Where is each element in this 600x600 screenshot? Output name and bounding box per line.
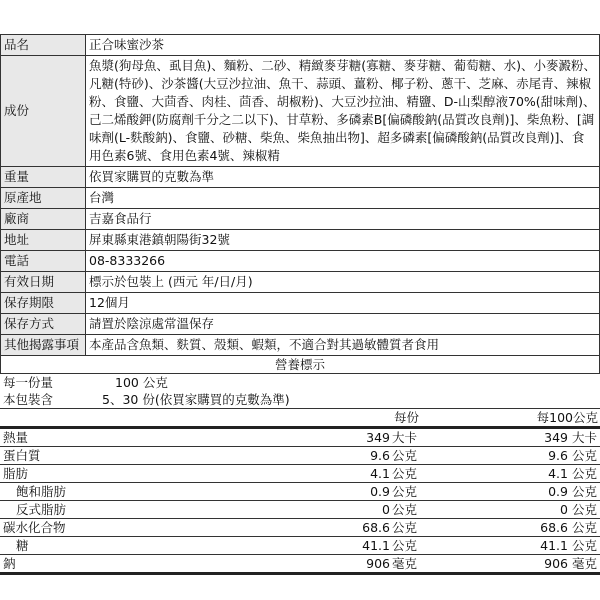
nutrient-name: 糖 [16,538,29,553]
nutrient-row [0,447,600,465]
nutrient-row [0,519,600,537]
info-row [1,209,600,230]
nutrient-name: 反式脂肪 [16,502,67,517]
info-label: 其他揭露事項 [1,335,86,356]
pack-value: 5、30 份(依買家購買的克數為準) [102,392,290,407]
nutrient-name: 飽和脂肪 [16,484,67,499]
info-value: 正合味蜜沙茶 [86,35,600,56]
info-value: 台灣 [86,188,600,209]
nutrient-unit-serving: 公克 [392,538,418,553]
info-label: 地址 [1,230,86,251]
info-label: 重量 [1,167,86,188]
nutrient-row [0,429,600,447]
info-value: 08-8333266 [86,251,600,272]
nutrient-unit-100g: 公克 [572,538,598,553]
nutrient-unit-serving: 毫克 [392,556,418,571]
info-row [1,314,600,335]
nutrient-value-100g: 68.6 [540,520,568,535]
info-value: 標示於包裝上 (西元 年/日/月) [86,272,600,293]
nutrient-row [0,501,600,519]
nutrient-unit-serving: 公克 [392,502,418,517]
nutrient-value-serving: 4.1 [370,466,390,481]
nutrient-name: 蛋白質 [3,448,41,463]
product-label [0,34,600,575]
nutrient-row [0,555,600,575]
nutrient-value-100g: 349 [544,430,568,445]
serving-row [0,374,600,391]
info-value: 屏東縣東港鎮朝陽街32號 [86,230,600,251]
nutrient-unit-100g: 公克 [572,466,598,481]
nutrient-value-100g: 0 [560,502,568,517]
info-row [1,56,600,167]
info-label: 保存方式 [1,314,86,335]
nutrient-name: 鈉 [3,556,16,571]
serving-value: 100 公克 [115,375,168,390]
info-label: 有效日期 [1,272,86,293]
info-value: 魚漿(狗母魚、虱目魚)、麵粉、二砂、精緻麥芽糖(寡糖、麥芽糖、葡萄糖、水)、小麥澱粉、凡糖(特砂)、沙茶醬(大豆沙拉油、魚干、蒜頭、薑粉、椰子粉、蔥干、芝麻、赤尾青、辣椒粉、食鹽、大茴香、肉桂、茴香、胡椒粉)、大豆沙拉油、精鹽、D-山梨醇液70%(甜味劑)、己二烯酸鉀(防腐劑千分之二以下)、甘草粉、多磷素B[偏磷酸鈉(品質改良劑)]、柴魚粉、[調味劑(L-麩酸鈉)、食鹽、砂糖、柴魚、柴魚抽出物]、超多磷素[偏磷酸鈉(品質改良劑)]、食用色素6號、食用色素4號、辣椒精 [86,56,600,167]
info-row [1,293,600,314]
info-label: 原產地 [1,188,86,209]
nutrient-name: 脂肪 [3,466,29,481]
info-label: 廠商 [1,209,86,230]
info-row [1,35,600,56]
nutrient-unit-serving: 公克 [392,484,418,499]
info-value: 依買家購買的克數為準 [86,167,600,188]
serving-label: 每一份量 [3,375,54,390]
info-value: 吉嘉食品行 [86,209,600,230]
info-label: 成份 [1,56,86,167]
nutrient-row [0,465,600,483]
info-row [1,230,600,251]
pack-row [0,391,600,409]
nutrient-unit-serving: 公克 [392,448,418,463]
nutrition-header-row [0,409,600,429]
product-info-table [0,34,600,356]
nutrient-unit-100g: 公克 [572,502,598,517]
nutrient-value-serving: 0 [382,502,390,517]
nutrient-value-serving: 9.6 [370,448,390,463]
nutrient-unit-serving: 公克 [392,520,418,535]
nutrient-value-100g: 41.1 [540,538,568,553]
info-value: 請置於陰涼處常溫保存 [86,314,600,335]
nutrient-row [0,537,600,555]
nutrient-unit-100g: 毫克 [572,556,598,571]
nutrient-row [0,483,600,501]
nutrient-unit-100g: 公克 [572,448,598,463]
nutrient-unit-100g: 公克 [572,484,598,499]
nutrient-name: 碳水化合物 [3,520,66,535]
nutrient-value-serving: 41.1 [362,538,390,553]
info-label: 保存期限 [1,293,86,314]
nutrient-value-100g: 0.9 [548,484,568,499]
nutrient-value-serving: 0.9 [370,484,390,499]
per-serving-header: 每份 [393,410,419,425]
info-value: 本產品含魚類、麩質、殼類、蝦類，不適合對其過敏體質者食用 [86,335,600,356]
info-row [1,272,600,293]
nutrient-value-100g: 9.6 [548,448,568,463]
info-label: 品名 [1,35,86,56]
info-label: 電話 [1,251,86,272]
nutrition-title: 營養標示 [0,356,600,374]
info-row [1,167,600,188]
info-value: 12個月 [86,293,600,314]
info-row [1,188,600,209]
nutrient-value-serving: 349 [366,430,390,445]
pack-label: 本包裝含 [3,392,54,407]
nutrient-value-serving: 68.6 [362,520,390,535]
nutrient-unit-100g: 大卡 [572,430,598,445]
nutrient-value-100g: 4.1 [548,466,568,481]
nutrient-value-100g: 906 [544,556,568,571]
info-row [1,335,600,356]
nutrient-value-serving: 906 [366,556,390,571]
nutrient-unit-serving: 公克 [392,466,418,481]
nutrient-name: 熱量 [3,430,29,445]
info-row [1,251,600,272]
per-100g-header: 每100公克 [536,410,598,425]
nutrient-unit-100g: 公克 [572,520,598,535]
nutrient-unit-serving: 大卡 [392,430,418,445]
